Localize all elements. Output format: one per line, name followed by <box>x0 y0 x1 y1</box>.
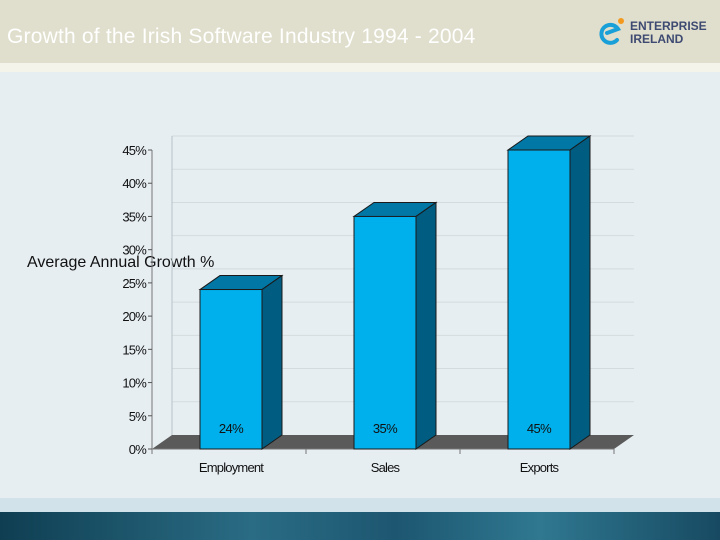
y-tick-label: 15% <box>122 342 146 358</box>
footer-band <box>0 498 720 512</box>
footer-photo-strip <box>0 512 720 540</box>
bar-side <box>262 276 282 449</box>
logo-text: ENTERPRISE IRELAND <box>630 19 707 46</box>
x-tick-label: Sales <box>370 460 400 475</box>
y-tick-label: 45% <box>122 143 146 158</box>
y-tick-label: 5% <box>128 408 146 424</box>
x-tick-label: Employment <box>198 460 264 475</box>
y-tick-label: 10% <box>122 375 146 391</box>
bar-data-label: 24% <box>218 421 244 436</box>
y-tick-label: 25% <box>122 275 146 291</box>
x-tick-label: Exports <box>519 460 559 475</box>
bar-data-label: 45% <box>526 421 552 436</box>
y-axis-title: Average Annual Growth % <box>27 254 215 271</box>
y-tick-label: 40% <box>122 176 146 192</box>
bar-side <box>570 136 590 449</box>
y-tick-label: 30% <box>122 242 146 258</box>
y-tick-label: 35% <box>122 209 146 225</box>
bar-side <box>416 202 436 449</box>
bar <box>508 150 570 449</box>
slide-title: Growth of the Irish Software Industry 1994 - 2004 <box>7 25 476 48</box>
y-tick-label: 20% <box>122 309 146 325</box>
bar-data-label: 35% <box>372 421 398 436</box>
y-tick-label: 0% <box>128 442 146 457</box>
bar <box>354 216 416 449</box>
